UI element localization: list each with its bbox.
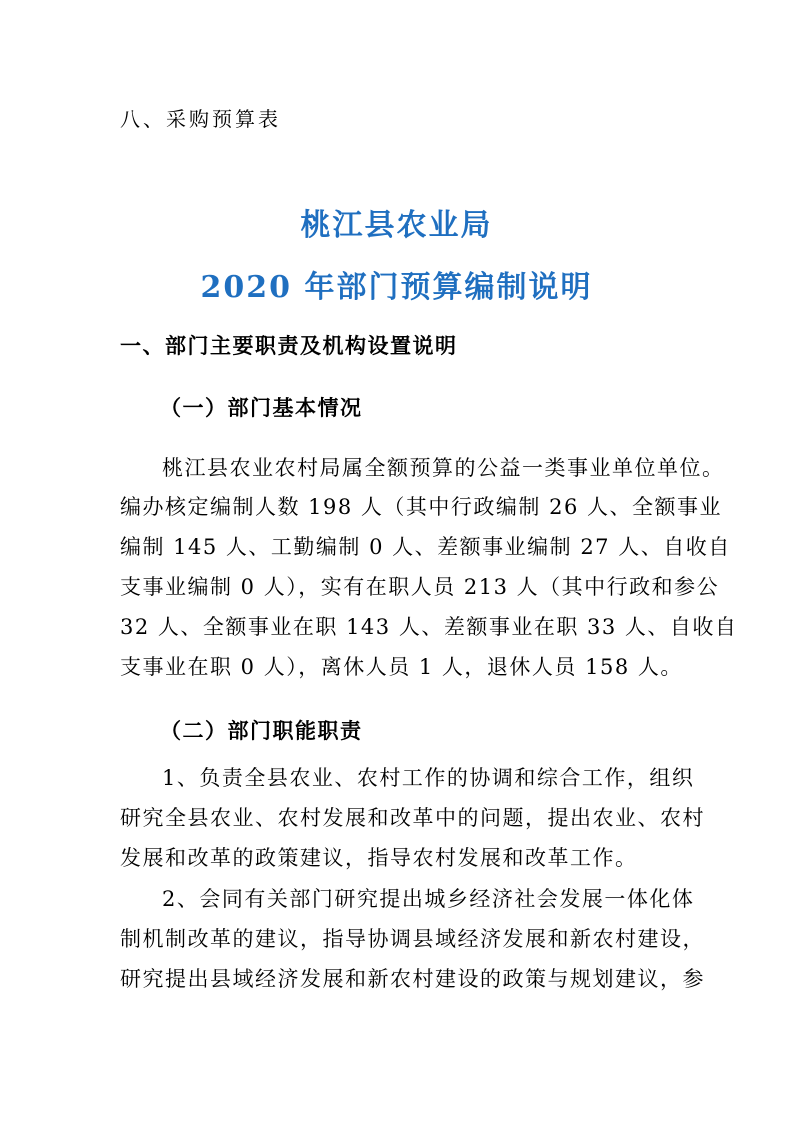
paragraph-line: 32 人、全额事业在职 143 人、差额事业在职 33 人、自收自 — [120, 615, 738, 639]
subsection-heading-basic: （一）部门基本情况 — [160, 395, 363, 420]
paragraph-line: 制机制改革的建议，指导协调县域经济发展和新农村建设， — [120, 927, 705, 951]
paragraph-line: 研究全县农业、农村发展和改革中的问题，提出农业、农村 — [120, 806, 705, 830]
paragraph-line: 1、负责全县农业、农村工作的协调和综合工作，组织 — [162, 766, 695, 790]
paragraph-line: 支事业编制 0 人），实有在职人员 213 人（其中行政和参公 — [120, 575, 720, 599]
doc-title-line2: 2020 年部门预算编制说明 — [200, 270, 593, 305]
paragraph-line: 发展和改革的政策建议，指导农村发展和改革工作。 — [120, 846, 638, 870]
paragraph-line: 编制 145 人、工勤编制 0 人、差额事业编制 27 人、自收自 — [120, 535, 731, 559]
doc-title-line1: 桃江县农业局 — [300, 208, 493, 243]
paragraph-line: 2、会同有关部门研究提出城乡经济社会发展一体化体 — [162, 887, 695, 911]
paragraph-line: 支事业在职 0 人），离休人员 1 人，退休人员 158 人。 — [120, 655, 683, 679]
paragraph-line: 桃江县农业农村局属全额预算的公益一类事业单位单位。 — [162, 456, 725, 480]
toc-line: 八、采购预算表 — [120, 107, 281, 131]
paragraph-line: 编办核定编制人数 198 人（其中行政编制 26 人、全额事业 — [120, 495, 723, 519]
subsection-heading-functions: （二）部门职能职责 — [160, 718, 363, 743]
section-heading: 一、部门主要职责及机构设置说明 — [120, 333, 458, 358]
paragraph-line: 研究提出县域经济发展和新农村建设的政策与规划建议，参 — [120, 967, 705, 991]
